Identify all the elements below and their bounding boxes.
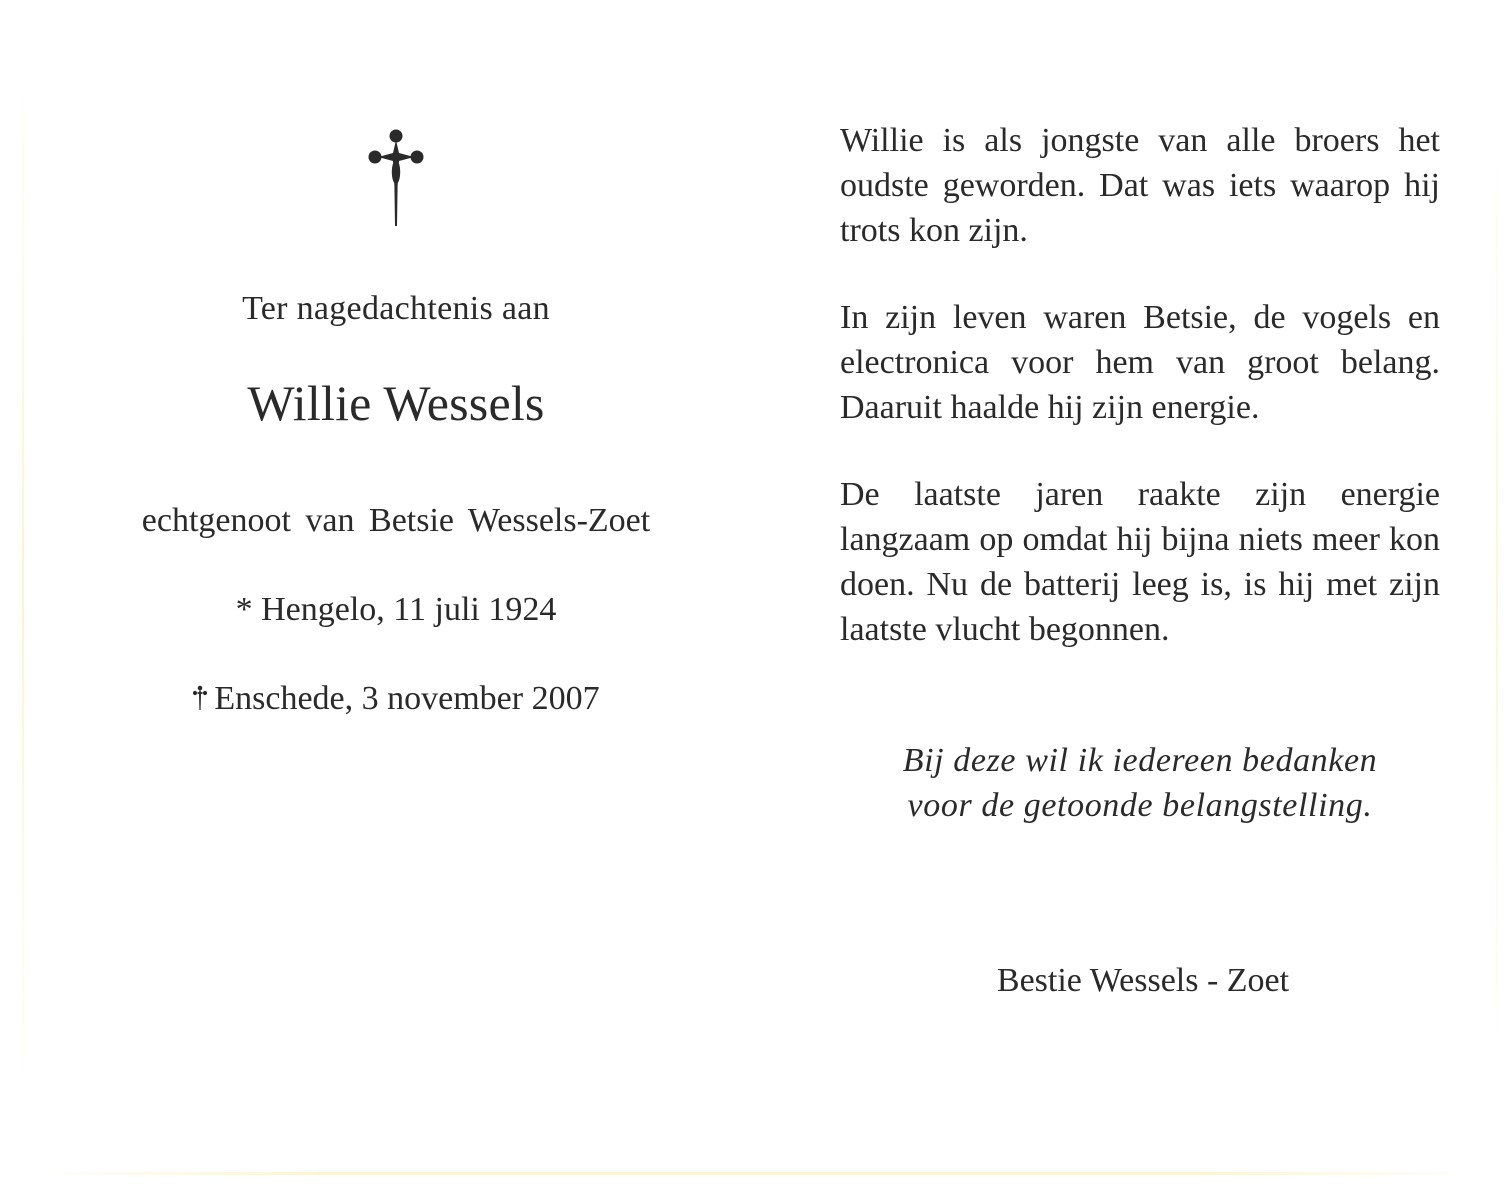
paragraph-2: In zijn leven waren Betsie, de vogels en electronica voor hem van groot belang. Daaruit haalde hij zijn energie.	[840, 299, 1440, 426]
memory-intro: Ter nagedachtenis aan	[242, 290, 550, 327]
right-panel	[840, 0, 1440, 1200]
paragraph-3: De laatste jaren raakte zijn energie langzaam op omdat hij bijna niets meer kon doen. Nu de batterij leeg is, is hij met zijn laatste vlucht begonnen.	[840, 476, 1440, 648]
thanks-line-2: voor de getoonde belangstelling.	[907, 787, 1373, 824]
card-edge-left	[22, 80, 24, 1090]
death-text: Enschede, 3 november 2007	[214, 680, 600, 717]
card-edge-right	[1496, 150, 1498, 1050]
signature: Bestie Wessels - Zoet	[996, 962, 1290, 999]
death-line	[60, 680, 732, 718]
paragraph-1: Willie is als jongste van alle broers het oudste geworden. Dat was iets waarop hij trots kon zijn.	[840, 122, 1440, 249]
dagger-icon	[192, 685, 208, 711]
thanks-line-1: Bij deze wil ik iedereen bedanken	[902, 742, 1378, 779]
left-panel	[60, 0, 732, 1200]
cross-icon	[366, 126, 426, 230]
spouse-line: echtgenoot van Betsie Wessels-Zoet	[141, 502, 651, 539]
thanks-note	[870, 738, 1410, 828]
deceased-name: Willie Wessels	[247, 375, 545, 431]
birth-line: * Hengelo, 11 juli 1924	[235, 591, 557, 628]
